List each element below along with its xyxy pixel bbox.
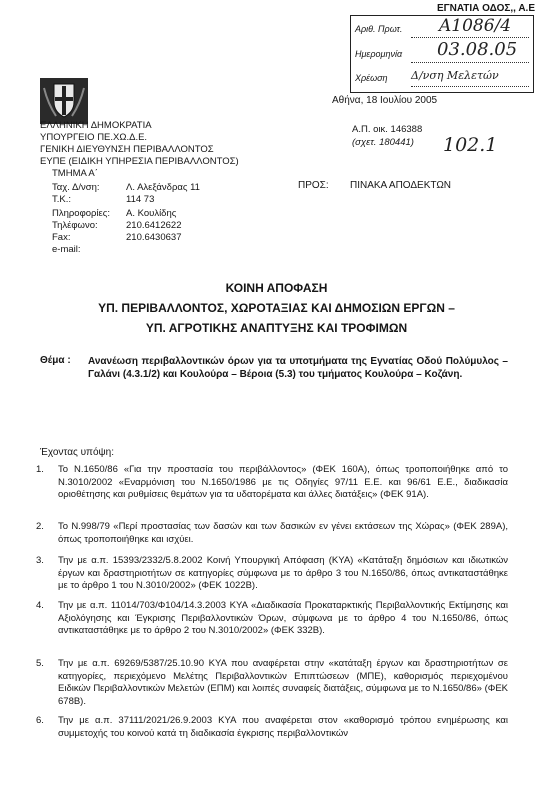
recipient-label: ΠΡΟΣ: (298, 180, 329, 191)
header-ministry: ΥΠΟΥΡΓΕΙΟ ΠΕ.ΧΩ.Δ.Ε. (40, 132, 148, 143)
stamp-line (411, 62, 529, 63)
stamp-box (350, 15, 534, 93)
subject-text: Ανανέωση περιβαλλοντικών όρων για τα υποτμήματα της Εγνατίας Οδού Πολύμυλος – Γαλάνι (4.3.1/2) και Κουλούρα – Βέροια (5.3) του τμήματος Κουλούρα – Κοζάνη. (88, 356, 508, 380)
receipt-stamp (350, 3, 535, 97)
list-item: Την με α.π. 11014/703/Φ104/14.3.2003 ΚΥΑ «Διαδικασία Προκαταρκτικής Περιβαλλοντικής Εκτίμησης και Αξιολόγησης και Έγκρισης Περιβαλλοντικών Όρων, σύμφωνα με το άρθρο 4 του Ν.1650/86, όπως αντικαταστάθηκε με το άρθρο 2 του Ν.3010/2002» (ΦΕΚ 332Β). (58, 600, 508, 636)
stamp-label: Ημερομηνία (355, 49, 403, 59)
stamp-row-date (351, 39, 533, 68)
header-state: ΕΛΛΗΝΙΚΗ ΔΗΜΟΚΡΑΤΙΑ (40, 120, 152, 131)
list-item-number: 4. (36, 600, 44, 611)
list-item: Την με α.π. 69269/5387/25.10.90 ΚΥΑ που αναφέρεται στην «κατάταξη έργων και δραστηριοτήτων σε κατηγορίες, περιεχόμενο Μελέτης Περιβαλλοντικών Επιπτώσεων (ΜΠΕ), καθορισμός περιεχομένου Ειδικών Περιβαλλοντικών Μελετών (ΕΠΜ) και λοιπές συναφείς διατάξεις, σύμφωνα με το Ν.1650/86» (ΦΕΚ 678Β). (58, 658, 508, 707)
decision-title: ΚΟΙΝΗ ΑΠΟΦΑΣΗ (225, 281, 328, 295)
handwritten-date: 03.08.05 (437, 39, 518, 60)
list-item-number: 1. (36, 464, 44, 475)
protocol-number: Α.Π. οικ. 146388 (352, 124, 423, 135)
ministries-line-1: ΥΠ. ΠΕΡΙΒΑΛΛΟΝΤΟΣ, ΧΩΡΟΤΑΞΙΑΣ ΚΑΙ ΔΗΜΟΣΙΩΝ ΕΡΓΩΝ – (98, 301, 455, 315)
contact-value: 210.6412622 (126, 220, 182, 231)
list-item: Την με α.π. 37111/2021/26.9.2003 ΚΥΑ που αναφέρεται στον «καθορισμό τρόπου ενημέρωσης και συμμετοχής του κοινού κατά τη διαδικασία έγκρισης περιβαλλοντικών (58, 715, 508, 739)
contact-value: 114 73 (126, 194, 155, 205)
stamp-organization: ΕΓΝΑΤΙΑ ΟΔΟΣ,, Α.Ε (436, 3, 535, 14)
list-item-number: 3. (36, 555, 44, 566)
recipient-value: ΠΙΝΑΚΑ ΑΠΟΔΕΚΤΩΝ (350, 180, 452, 191)
list-item-number: 2. (36, 521, 44, 532)
contact-label: Τ.Κ.: (52, 194, 72, 205)
list-item: Το Ν.998/79 «Περί προστασίας των δασών και των δασικών εν γένει εκτάσεων της Χώρας» (ΦΕΚ 289Α), όπως τροποποιήθηκε και ισχύει. (58, 521, 508, 545)
contact-value: Α. Κουλίδης (126, 208, 177, 219)
contact-value: 210.6430637 (126, 232, 182, 243)
subject-label: Θέμα : (40, 355, 71, 366)
contact-label: Ταχ. Δ/νση: (52, 182, 100, 193)
stamp-label: Χρέωση (355, 73, 388, 83)
header-service: ΕΥΠΕ (ΕΙΔΙΚΗ ΥΠΗΡΕΣΙΑ ΠΕΡΙΒΑΛΛΟΝΤΟΣ) (40, 156, 239, 167)
contact-value: Λ. Αλεξάνδρας 11 (126, 182, 200, 193)
list-item: Την με α.π. 15393/2332/5.8.2002 Κοινή Υπουργική Απόφαση (ΚΥΑ) «Κατάταξη δημόσιων και ιδιωτικών έργων και δραστηριοτήτων σε κατηγορίες σύμφωνα με το άρθρο 3 του Ν.1650/86, όπως αντικαταστάθηκε με το άρθρο 1 του Ν.3010/2002» (ΦΕΚ 1022Β). (58, 555, 508, 591)
contact-label: e-mail: (52, 244, 81, 255)
handwritten-protocol-number: Α1086/4 (439, 16, 512, 36)
contact-label: Πληροφορίες: (52, 208, 110, 219)
coat-of-arms-icon (40, 78, 88, 124)
considering-heading: Έχοντας υπόψη: (40, 447, 114, 458)
list-item-number: 5. (36, 658, 44, 669)
header-general-directorate: ΓΕΝΙΚΗ ΔΙΕΥΘΥΝΣΗ ΠΕΡΙΒΑΛΛΟΝΤΟΣ (40, 144, 214, 155)
stamp-line (411, 37, 529, 38)
contact-label: Τηλέφωνο: (52, 220, 98, 231)
header-department: ΤΜΗΜΑ Α΄ (52, 168, 98, 179)
list-item-number: 6. (36, 715, 44, 726)
stamp-line (411, 86, 529, 87)
handwritten-assignment: Δ/νση Μελετών (411, 69, 499, 82)
protocol-related: (σχετ. 180441) (352, 137, 414, 148)
document-date: Αθήνα, 18 Ιουλίου 2005 (332, 95, 438, 106)
stamp-label: Αριθ. Πρωτ. (355, 24, 403, 34)
list-item: Το Ν.1650/86 «Για την προστασία του περιβάλλοντος» (ΦΕΚ 160Α), όπως τροποποιήθηκε από το Ν.3010/2002 «Εναρμόνιση του Ν.1650/1986 με τις Οδηγίες 97/11 Ε.Ε. και 96/61 Ε.Ε., διαδικασία οριοθέτησης και ρυθμίσεις θεμάτων για τα υδατορέματα και άλλες διατάξεις» (ΦΕΚ 91Α). (58, 464, 508, 500)
handwritten-note: 102.1 (443, 134, 498, 156)
greek-coat-of-arms-emblem (40, 78, 88, 124)
ministries-line-2: ΥΠ. ΑΓΡΟΤΙΚΗΣ ΑΝΑΠΤΥΞΗΣ ΚΑΙ ΤΡΟΦΙΜΩΝ (145, 321, 408, 335)
contact-label: Fax: (52, 232, 71, 243)
stamp-row-assignment (351, 67, 533, 92)
